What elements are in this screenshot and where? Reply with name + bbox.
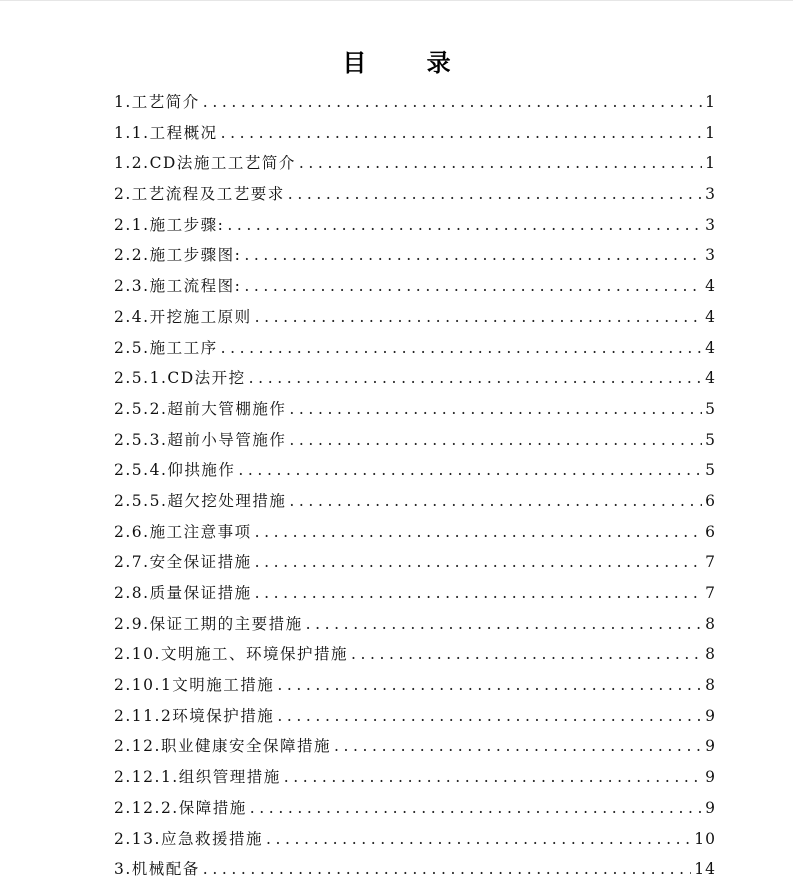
toc-entry-page-number: 7 [705,584,716,602]
toc-dot-leader [203,854,691,877]
toc-entry-label: 2.2.施工步骤图: [114,246,242,265]
toc-entry-label: 2.5.施工工序 [114,338,218,357]
toc-dot-leader [289,394,702,425]
toc-entry-label: 2.5.2.超前大管棚施作 [114,399,287,418]
toc-entry-label: 2.9.保证工期的主要措施 [114,614,303,633]
toc-entry-page-number: 8 [705,676,716,695]
toc-dot-leader [255,578,703,609]
toc-entry-label: 2.8.质量保证措施 [114,584,252,602]
toc-entry [114,670,716,701]
toc-dot-leader [255,517,703,548]
toc-entry [114,486,716,517]
toc-entry-label: 2.4.开挖施工原则 [114,307,252,326]
toc-dot-leader [277,701,702,732]
toc-entry-label: 2.12.2.保障措施 [114,798,247,817]
toc-dot-leader [255,547,703,578]
toc-entry-label: 2.10.文明施工、环境保护措施 [114,645,348,664]
toc-entry-page-number: 9 [705,706,716,725]
toc-entry-page-number: 8 [705,645,716,664]
toc-entry-label: 2.7.安全保证措施 [114,553,252,572]
toc-entry-label: 2.5.1.CD法开挖 [114,369,246,388]
toc-entry-label: 3.机械配备 [114,860,200,877]
toc-entry [114,240,716,271]
toc-entry-page-number: 5 [705,399,716,418]
toc-dot-leader [255,302,703,333]
toc-dot-leader [221,118,703,149]
toc-entry-label: 2.11.2环境保护措施 [114,706,275,725]
toc-entry-label: 1.2.CD法施工工艺简介 [114,154,296,173]
toc-dot-leader [289,486,702,517]
toc-entry-label: 2.10.1文明施工措施 [114,676,275,695]
toc-entry-page-number: 10 [694,829,716,848]
toc-entry [114,578,716,609]
toc-entry [114,333,716,364]
toc-entry-label: 2.12.1.组织管理措施 [114,768,281,787]
toc-entry-page-number: 7 [705,553,716,572]
toc-entry-label: 1.1.工程概况 [114,123,218,142]
toc-entry-label: 2.3.施工流程图: [114,277,242,296]
toc-entry [114,179,716,210]
toc-dot-leader [244,240,702,271]
toc-entry-label: 2.6.施工注意事项 [114,522,252,541]
toc-list [114,87,716,877]
toc-entry-label: 2.1.施工步骤: [114,215,225,234]
toc-dot-leader [284,762,702,793]
toc-entry [114,394,716,425]
toc-dot-leader [244,271,702,302]
toc-entry-page-number: 6 [705,522,716,541]
toc-entry-label: 2.13.应急救援措施 [114,829,263,848]
toc-entry-label: 2.5.3.超前小导管施作 [114,430,287,449]
toc-entry-page-number: 1 [705,154,716,173]
toc-entry [114,793,716,824]
toc-entry-label: 2.5.4.仰拱施作 [114,461,236,480]
toc-entry [114,762,716,793]
toc-entry-label: 1.工艺简介 [114,93,200,111]
toc-dot-leader [334,731,702,762]
toc-entry-page-number: 14 [694,860,716,877]
toc-entry [114,824,716,855]
toc-entry-page-number: 3 [705,215,716,234]
toc-entry-page-number: 5 [705,430,716,449]
toc-dot-leader [250,793,702,824]
toc-entry [114,363,716,394]
toc-entry [114,455,716,486]
toc-entry [114,148,716,179]
toc-dot-leader [299,148,702,179]
toc-entry-page-number: 3 [705,246,716,265]
toc-entry [114,271,716,302]
toc-entry [114,517,716,548]
toc-entry-page-number: 5 [705,461,716,480]
toc-dot-leader [289,425,702,456]
toc-entry [114,701,716,732]
toc-entry [114,731,716,762]
toc-entry-page-number: 6 [705,491,716,510]
toc-entry [114,854,716,877]
toc-entry [114,639,716,670]
toc-entry [114,302,716,333]
toc-entry [114,87,716,118]
toc-entry-page-number: 4 [705,307,716,326]
toc-entry [114,609,716,640]
toc-dot-leader [277,670,702,701]
toc-entry-page-number: 9 [705,798,716,817]
toc-entry [114,210,716,241]
toc-dot-leader [288,179,702,210]
toc-dot-leader [221,333,703,364]
toc-entry-label: 2.工艺流程及工艺要求 [114,185,285,204]
toc-title: 目 录 [342,48,477,77]
toc-entry-label: 2.5.5.超欠挖处理措施 [114,491,287,510]
toc-entry-page-number: 1 [705,93,716,111]
toc-entry-page-number: 9 [705,737,716,756]
toc-entry-page-number: 9 [705,768,716,787]
toc-entry [114,547,716,578]
toc-dot-leader [266,824,691,855]
toc-entry [114,425,716,456]
toc-entry-page-number: 4 [705,369,716,388]
toc-entry-page-number: 4 [705,338,716,357]
toc-dot-leader [249,363,702,394]
toc-dot-leader [306,609,703,640]
toc-entry-label: 2.12.职业健康安全保障措施 [114,737,331,756]
toc-entry-page-number: 4 [705,277,716,296]
toc-dot-leader [238,455,702,486]
toc-dot-leader [227,210,702,241]
toc-entry-page-number: 3 [705,185,716,204]
toc-dot-leader [203,87,702,118]
toc-entry-page-number: 1 [705,123,716,142]
toc-entry-page-number: 8 [705,614,716,633]
toc-dot-leader [351,639,702,670]
toc-entry [114,118,716,149]
